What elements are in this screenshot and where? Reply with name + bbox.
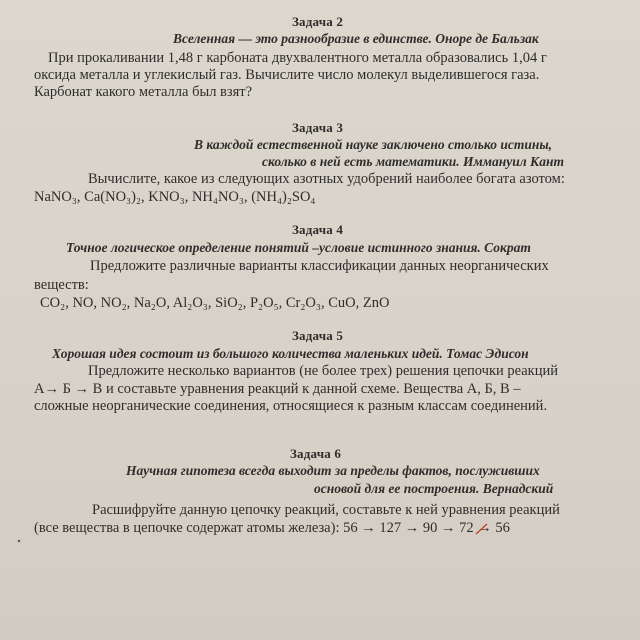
task-3-epigraph: сколько в ней есть математики. Иммануил Кант (262, 154, 564, 169)
task-2-title: Задача 2 (292, 14, 344, 29)
pen-dot-icon (16, 538, 22, 544)
task-4-title: Задача 4 (292, 222, 344, 237)
task-5-title: Задача 5 (292, 328, 344, 343)
task-6-text-line: (все вещества в цепочке содержат атомы железа): 56 → 127 → 90 → 72 → 56 (34, 520, 510, 536)
task-5-epigraph: Хорошая идея состоит из большого количества маленьких идей. Томас Эдисон (52, 346, 529, 361)
task-3-title: Задача 3 (292, 120, 344, 135)
task-6-epigraph: Научная гипотеза всегда выходит за пределы фактов, послуживших (126, 463, 540, 478)
task-4-epigraph: Точное логическое определение понятий –условие истинного знания. Сократ (66, 240, 531, 255)
task-5-text-line: А→ Б → В и составьте уравнения реакций к данной схеме. Вещества А, Б, В – (34, 381, 521, 397)
task-6-text-line: Расшифруйте данную цепочку реакций, составьте к ней уравнения реакций (92, 502, 560, 518)
task-2-text-line: При прокаливании 1,48 г карбоната двухвалентного металла образовались 1,04 г (48, 50, 547, 66)
task-4-text-line: веществ: (34, 277, 89, 293)
task-4-text-line: Предложите различные варианты классификации данных неорганических (90, 258, 549, 274)
task-3-text-line: Вычислите, какое из следующих азотных удобрений наиболее богата азотом: (88, 171, 565, 187)
task-6-title: Задача 6 (290, 446, 342, 461)
task-4-formulas: CO₂, NO, NO₂, Na₂O, Al₂O₃, SiO₂, P₂O₅, Cr₂O₃, CuO, ZnO (40, 295, 390, 311)
task-5-text-line: Предложите несколько вариантов (не более трех) решения цепочки реакций (88, 363, 559, 379)
pen-mark-icon (474, 522, 490, 536)
task-2-epigraph: Вселенная — это разнообразие в единстве. Оноре де Бальзак (173, 31, 539, 46)
task-3-epigraph: В каждой естественной науке заключено столько истины, (194, 137, 553, 152)
task-3-formulas: NaNO₃, Ca(NO₃)₂, KNO₃, NH₄NO₃, (NH₄)₂SO₄ (34, 189, 316, 205)
task-2-text-line: Карбонат какого металла был взят? (34, 84, 253, 100)
task-6-epigraph: основой для ее построения. Вернадский (314, 481, 554, 496)
task-5-text-line: сложные неорганические соединения, относящиеся к разным классам соединений. (34, 398, 548, 414)
task-2-text-line: оксида металла и углекислый газ. Вычислите число молекул выделившегося газа. (34, 67, 540, 83)
